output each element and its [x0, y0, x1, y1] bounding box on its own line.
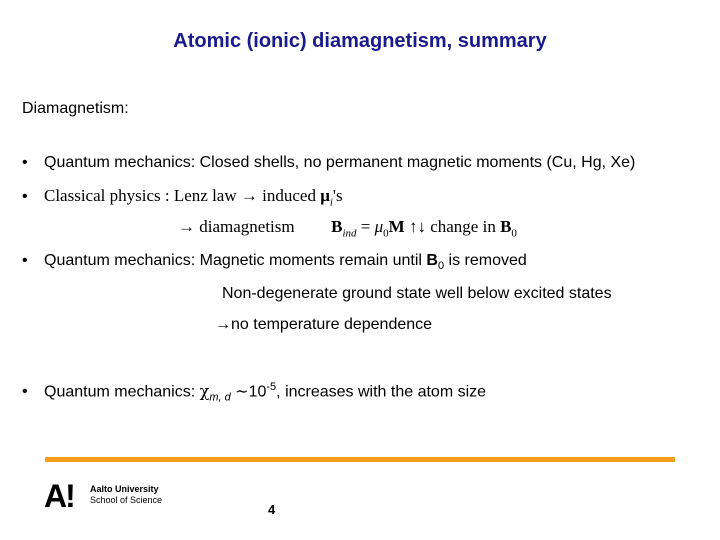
bullet-dot: •	[22, 252, 28, 269]
temperature-line: →no temperature dependence	[215, 316, 433, 333]
bullet-susceptibility: • Quantum mechanics: $\chi_{m, d}$ $\sim 10^{-5}$, increases with the atom size	[22, 381, 487, 404]
section-heading: Diamagnetism:	[22, 100, 129, 117]
bullet-moments-remain: • Quantum mechanics: Magnetic moments remain until $B_0$ is removed	[22, 252, 527, 273]
page-number: 4	[268, 502, 276, 517]
slide-title: Atomic (ionic) diamagnetism, summary	[173, 30, 547, 52]
classical-text: Classical physics : Lenz law → induced $\mu_i's$	[44, 186, 343, 209]
bullet-dot: •	[22, 154, 28, 171]
footer-accent-bar	[45, 457, 675, 462]
bullet-closed-shells	[22, 154, 635, 172]
right-arrow-icon: →	[215, 316, 231, 333]
bullet-text: Quantum mechanics: Closed shells, no permanent magnetic moments (Cu, Hg, Xe)	[44, 154, 636, 171]
ground-state-line: Non-degenerate ground state well below excited states	[222, 285, 612, 302]
aalto-logo-icon: A!	[44, 478, 74, 514]
bullet-dot: •	[22, 383, 28, 401]
bullet-dot: •	[22, 188, 28, 205]
classical-physics-equation: → diamagnetism $B_{ind} = \mu_0M$ ↑↓ change in $B_0$	[178, 217, 517, 240]
bullet-classical-physics	[22, 186, 343, 208]
university-name: Aalto University School of Science	[90, 484, 163, 505]
